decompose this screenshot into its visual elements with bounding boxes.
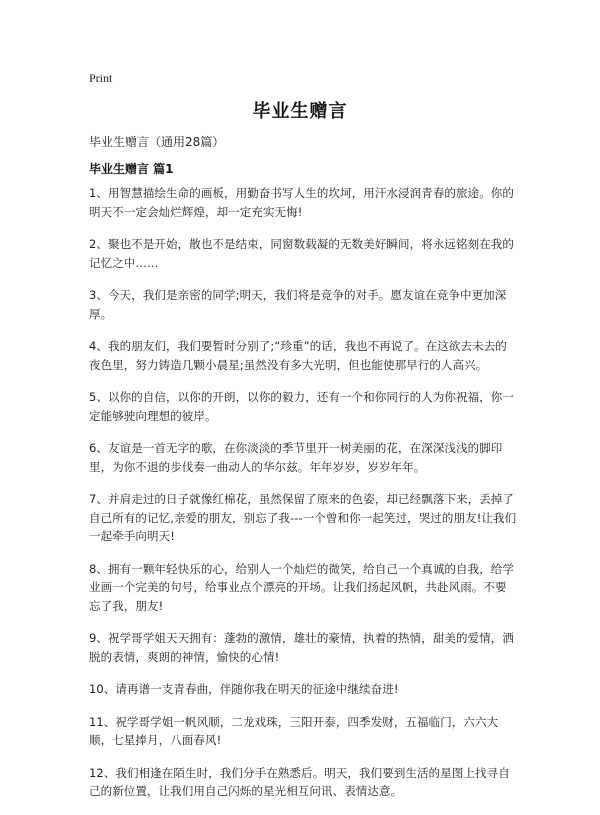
- paragraph: 4、我的朋友们，我们要暂时分别了;“珍重”的话，我也不再说了。在这欲去未去的夜色里，努力铸造几颗小晨星;虽然没有多大光明，但也能使那早行的人高兴。: [89, 339, 507, 372]
- section-heading: 毕业生赠言 篇1: [89, 162, 174, 176]
- paragraph: 8、拥有一颗年轻快乐的心，给别人一个灿烂的微笑，给自己一个真诚的自我，给学业画一个完美的句号，给事业点个漂亮的开场。让我们扬起风帆，共赴风雨。不要忘了我，朋友!: [89, 561, 515, 613]
- paragraph: 7、并肩走过的日子就像红棉花，虽然保留了原来的色姿，却已经飘落下来，丢掉了自己所有的记忆,亲爱的朋友，别忘了我---一个曾和你一起笑过，哭过的朋友!让我们一起牵手向明天!: [89, 492, 517, 543]
- document-subtitle: 毕业生赠言（通用28篇）: [89, 135, 225, 149]
- paragraph: 2、聚也不是开始，散也不是结束，同窗数载凝的无数美好瞬间，将永远铭刻在我的记忆之中……: [89, 237, 515, 270]
- article-body: [89, 184, 517, 815]
- print-link[interactable]: Print: [89, 71, 113, 85]
- page-title: 毕业生赠言: [252, 101, 348, 122]
- paragraph: 6、友谊是一首无字的歌，在你淡淡的季节里开一树美丽的花，在深深浅浅的脚印里，为你不退的步伐奏一曲动人的华尔兹。年年岁岁，岁岁年年。: [89, 441, 503, 474]
- paragraph: 9、祝学哥学姐天天拥有：蓬勃的激情，雄壮的豪情，执着的热情，甜美的爱情，洒脱的表情，爽朗的神情，愉快的心情!: [89, 631, 515, 664]
- paragraph: 11、祝学哥学姐一帆风顺，二龙戏珠，三阳开泰，四季发财，五福临门，六六大顺，七星捧月，八面春风!: [89, 714, 499, 747]
- paragraph: 1、用智慧描绘生命的画板，用勤奋书写人生的坎坷，用汗水浸润青春的旅途。你的明天不一定会灿烂辉煌，却一定充实无悔!: [89, 186, 515, 219]
- paragraph: 12、我们相逢在陌生时，我们分手在熟悉后。明天，我们要到生活的星图上找寻自己的新位置，让我们用自己闪烁的星光相互问讯、表情达意。: [89, 765, 510, 798]
- paragraph: 3、今天，我们是亲密的同学;明天，我们将是竞争的对手。愿友谊在竞争中更加深厚。: [89, 288, 507, 321]
- paragraph: 5、以你的自信，以你的开朗，以你的毅力，还有一个和你同行的人为你祝福，你一定能够驶向理想的彼岸。: [89, 390, 515, 423]
- paragraph: 10、请再谱一支青春曲，伴随你我在明天的征途中继续奋进!: [89, 682, 399, 696]
